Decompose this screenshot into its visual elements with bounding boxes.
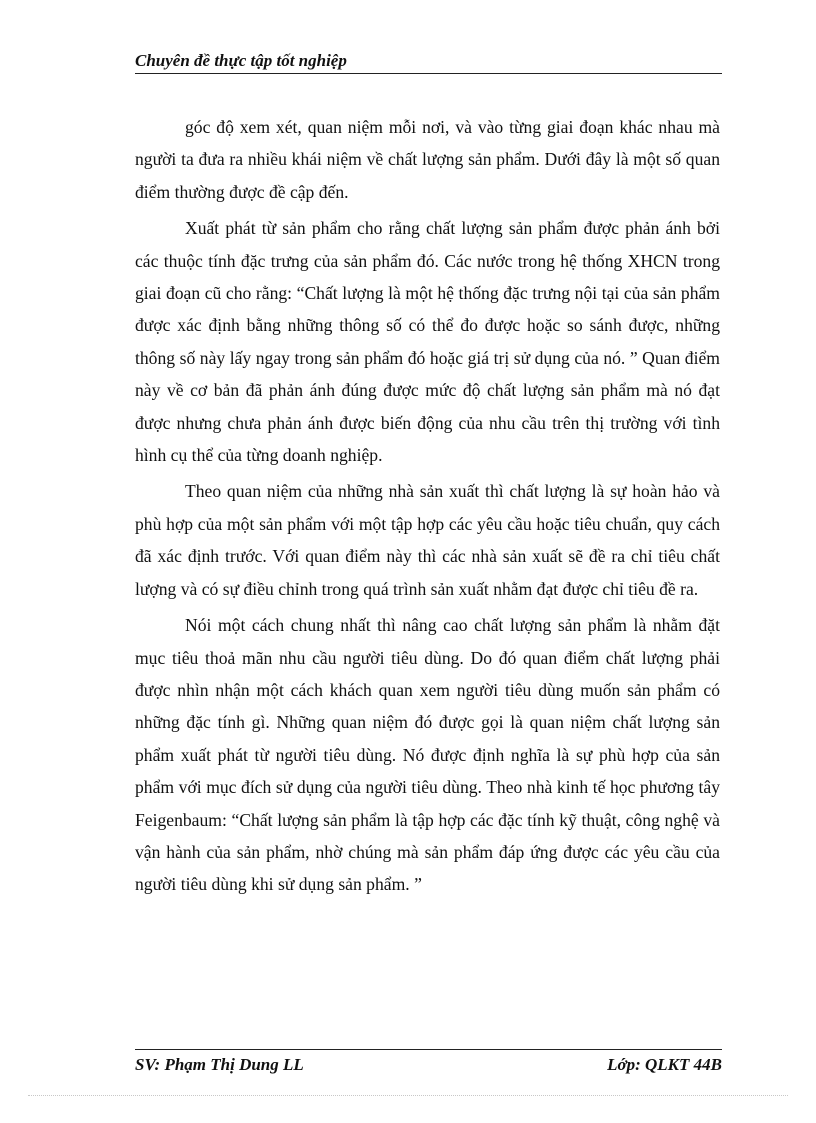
paragraph-4: Nói một cách chung nhất thì nâng cao chất lượng sản phẩm là nhằm đặt mục tiêu thoả mãn nhu cầu người tiêu dùng. Do đó quan điểm chất lượng phải được nhìn nhận một cách khách quan xem người tiêu dùng muốn sản phẩm có những đặc tính gì. Những quan niệm đó được gọi là quan niệm chất lượng sản phẩm xuất phát từ người tiêu dùng. Nó được định nghĩa là sự phù hợp của sản phẩm với mục đích sử dụng của người tiêu dùng. Theo nhà kinh tế học phương tây Feigenbaum: “Chất lượng sản phẩm là tập hợp các đặc tính kỹ thuật, công nghệ và vận hành của sản phẩm, nhờ chúng mà sản phẩm đáp ứng được các yêu cầu của người tiêu dùng khi sử dụng sản phẩm. ”	[135, 615, 720, 895]
footer-class: Lớp: QLKT 44B	[607, 1055, 722, 1074]
document-body	[135, 111, 720, 905]
page-header	[135, 49, 722, 74]
paragraph-3: Theo quan niệm của những nhà sản xuất thì chất lượng là sự hoàn hảo và phù hợp của một sản phẩm với một tập hợp các yêu cầu hoặc tiêu chuẩn, quy cách đã xác định trước. Với quan điểm này thì các nhà sản xuất sẽ đề ra chỉ tiêu chất lượng và có sự điều chỉnh trong quá trình sản xuất nhằm đạt được chỉ tiêu đề ra.	[135, 481, 720, 599]
header-title: Chuyên đề thực tập tốt nghiệp	[135, 51, 347, 70]
page-bottom-divider	[28, 1095, 788, 1096]
paragraph-2: Xuất phát từ sản phẩm cho rằng chất lượng sản phẩm được phản ánh bởi các thuộc tính đặc trưng của sản phẩm đó. Các nước trong hệ thống XHCN trong giai đoạn cũ cho rằng: “Chất lượng là một hệ thống đặc trưng nội tại của sản phẩm được xác định bằng những thông số có thể đo được hoặc so sánh được, những thông số này lấy ngay trong sản phẩm đó hoặc giá trị sử dụng của nó. ” Quan điểm này về cơ bản đã phản ánh đúng được mức độ chất lượng sản phẩm mà nó đạt được nhưng chưa phản ánh được biến động của nhu cầu trên thị trường với tình hình cụ thể của từng doanh nghiệp.	[135, 218, 720, 466]
page-footer	[135, 1049, 722, 1078]
paragraph-1: góc độ xem xét, quan niệm mỗi nơi, và vào từng giai đoạn khác nhau mà người ta đưa ra nhiều khái niệm về chất lượng sản phẩm. Dưới đây là một số quan điểm thường được đề cập đến.	[135, 117, 720, 202]
footer-student-name: SV: Phạm Thị Dung LL	[135, 1055, 304, 1074]
